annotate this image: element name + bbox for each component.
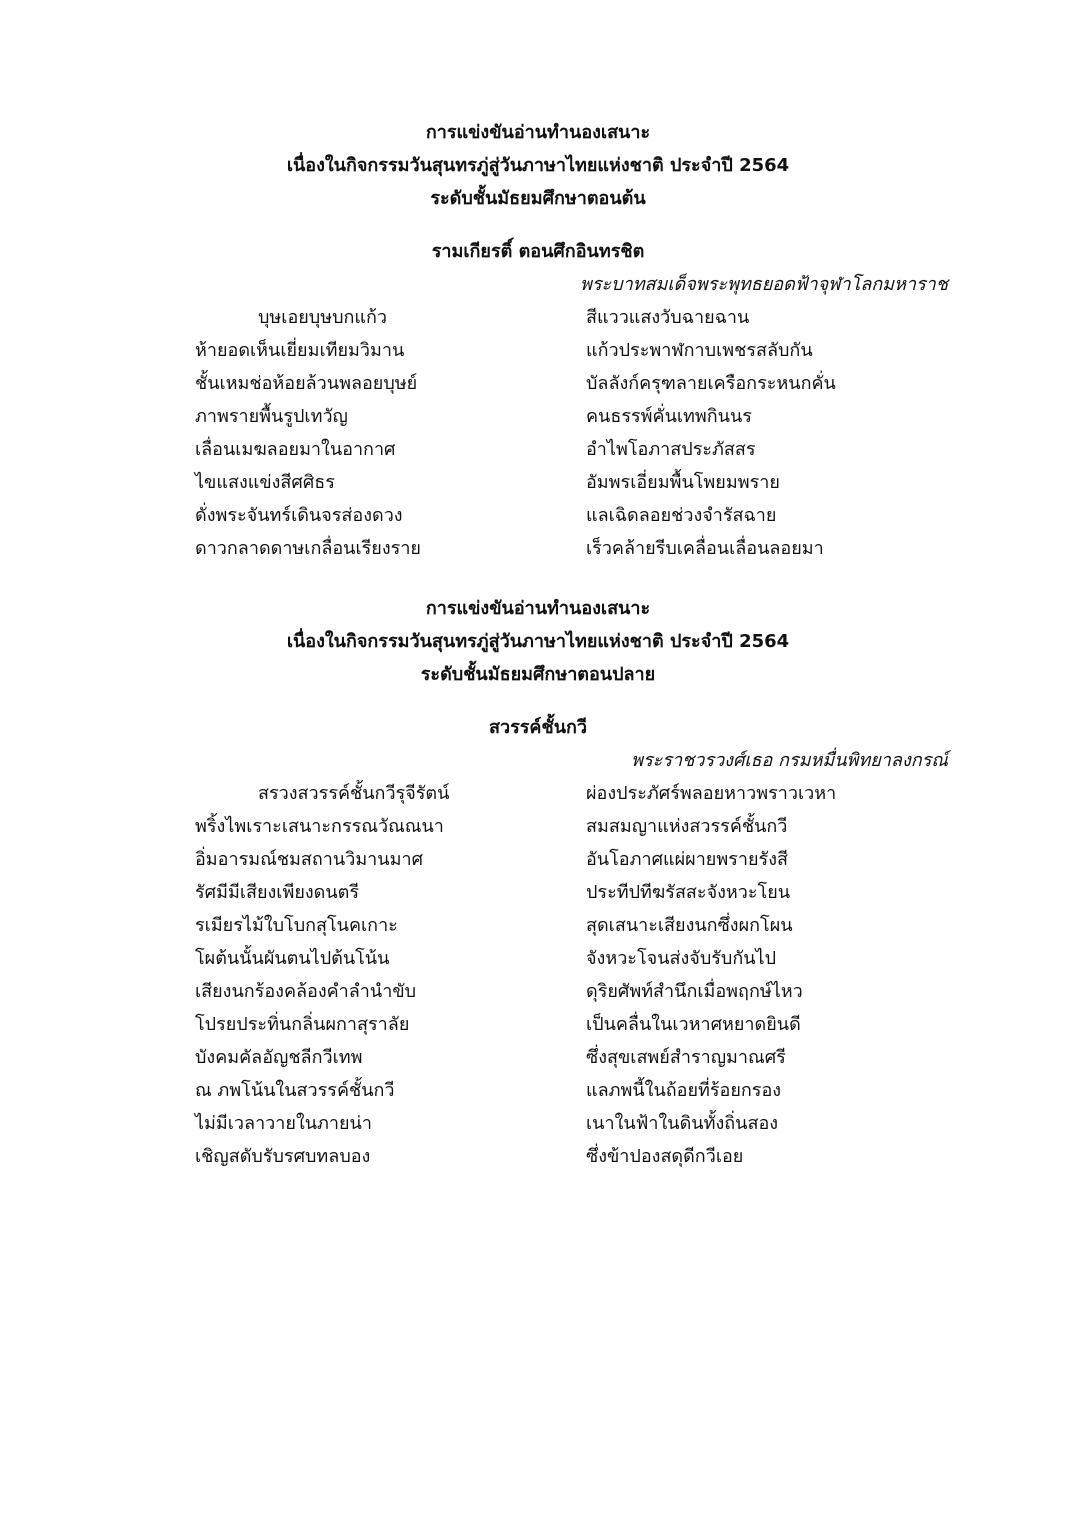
verse-second-half: แลภพนี้ในถ้อยที่ร้อยกรอง [586, 1080, 782, 1101]
verse-second-half: จังหวะโจนส่งจับรับกันไป [586, 948, 777, 969]
section-senior [0, 592, 1076, 1173]
verse-second-half: อำไพโอภาสประภัสสร [586, 439, 756, 460]
verse-first-half: เสียงนกร้องคล้องคำลำนำขับ [195, 981, 417, 1002]
heading-line: ระดับชั้นมัธยมศึกษาตอนปลาย [420, 664, 656, 685]
verse-second-half: เป็นคลื่นในเวหาศหยาดยินดี [586, 1014, 801, 1035]
verse-first-half: ชั้นเหมช่อห้อยล้วนพลอยบุษย์ [195, 373, 418, 394]
verse-row [0, 909, 1076, 942]
author-text: พระราชวรวงศ์เธอ กรมหมื่นพิทยาลงกรณ์ [631, 750, 948, 771]
verse-second-half: สมสมญาแห่งสวรรค์ชั้นกวี [586, 816, 788, 837]
verse-row [0, 777, 1076, 810]
verse-second-half: ซึ่งข้าปองสดุดีกวีเอย [586, 1146, 744, 1167]
heading-line: เนื่องในกิจกรรมวันสุนทรภู่สู่วันภาษาไทยแห่งชาติ ประจำปี 2564 [286, 631, 790, 652]
verse-second-half: อันโอภาศแผ่ผายพรายรังสี [586, 849, 788, 870]
verse-first-half: โปรยประทิ่นกลิ่นผกาสุราลัย [195, 1014, 410, 1035]
verse-second-half: ผ่องประภัศร์พลอยหาวพราวเวหา [586, 783, 837, 804]
verse-first-half: เลื่อนเมฆลอยมาในอากาศ [195, 439, 396, 460]
verse-second-half: ดุริยศัพท์สำนึกเมื่อพฤกษ์ไหว [586, 981, 803, 1002]
verse-row [0, 942, 1076, 975]
poem-title: รามเกียรติ์ ตอนศึกอินทรชิต [431, 241, 645, 262]
verse-row [0, 843, 1076, 876]
verse-row [0, 301, 1076, 334]
verse-second-half: ซึ่งสุขเสพย์สำราญมาณศรี [586, 1047, 786, 1068]
author-text: พระบาทสมเด็จพระพุทธยอดฟ้าจุฬาโลกมหาราช [579, 274, 948, 295]
verse-row [0, 810, 1076, 843]
verse-first-half: ไขแสงแข่งสีศศิธร [195, 472, 335, 493]
verse-row [0, 876, 1076, 909]
verse-row [0, 367, 1076, 400]
verse-second-half: คนธรรพ์คั่นเทพกินนร [586, 406, 752, 427]
verse-first-half: ณ ภพโน้นในสวรรค์ชั้นกวี [195, 1080, 395, 1101]
verse-second-half: สุดเสนาะเสียงนกซึ่งผกโผน [586, 915, 793, 936]
verse-first-half: โผต้นนั้นผันตนไปต้นโน้น [195, 948, 390, 969]
heading-line: เนื่องในกิจกรรมวันสุนทรภู่สู่วันภาษาไทยแห่งชาติ ประจำปี 2564 [286, 155, 790, 176]
verse-row [0, 1074, 1076, 1107]
verse-row [0, 433, 1076, 466]
verse-first-half: ดาวกลาดดาษเกลื่อนเรียงราย [195, 538, 421, 559]
section-junior [0, 116, 1076, 565]
verse-row [0, 1107, 1076, 1140]
verse-first-half: ภาพรายพื้นรูปเทวัญ [195, 406, 348, 427]
verse-second-half: สีแววแสงวับฉายฉาน [586, 307, 750, 328]
poem-title: สวรรค์ชั้นกวี [489, 717, 587, 738]
heading-line: การแข่งขันอ่านทำนองเสนาะ [425, 122, 651, 143]
verse-first-half: พริ้งไพเราะเสนาะกรรณวัณณนา [195, 816, 444, 837]
verse-second-half: เร็วคล้ายรีบเคลื่อนเลื่อนลอยมา [586, 538, 824, 559]
verse-row [0, 532, 1076, 565]
verse-first-half: รัศมีมีเสียงเพียงดนตรี [195, 882, 360, 903]
verse-first-half: อิ่มอารมณ์ชมสถานวิมานมาศ [195, 849, 423, 870]
verse-row [0, 400, 1076, 433]
verse-first-half: ห้ายอดเห็นเยี่ยมเทียมวิมาน [195, 340, 405, 361]
verse-first-half: บุษเอยบุษบกแก้ว [258, 307, 388, 328]
verse-row [0, 1140, 1076, 1173]
heading-line: การแข่งขันอ่านทำนองเสนาะ [425, 598, 651, 619]
verse-second-half: แลเฉิดลอยช่วงจำรัสฉาย [586, 505, 777, 526]
poem-author [0, 744, 1076, 777]
verse-row [0, 334, 1076, 367]
verse-first-half: รเมียรไม้ใบโบกสุโนคเกาะ [195, 915, 398, 936]
verse-second-half: เนาในฟ้าในดินทั้งถิ่นสอง [586, 1113, 779, 1134]
heading-line: ระดับชั้นมัธยมศึกษาตอนต้น [430, 188, 646, 209]
verse-first-half: เชิญสดับรับรศบทลบอง [195, 1146, 371, 1167]
verse-row [0, 1008, 1076, 1041]
poem-author [0, 268, 1076, 301]
verse-row [0, 499, 1076, 532]
verse-row [0, 975, 1076, 1008]
verse-second-half: ประทีปทีฆรัสสะจังหวะโยน [586, 882, 791, 903]
verse-first-half: สรวงสวรรค์ชั้นกวีรุจีรัตน์ [258, 783, 450, 804]
verse-second-half: อัมพรเอี่ยมพื้นโพยมพราย [586, 472, 780, 493]
verse-first-half: ไม่มีเวลาวายในภายน่า [195, 1113, 372, 1134]
verse-second-half: บัลลังก์ครุฑลายเครือกระหนกคั่น [586, 373, 836, 394]
verse-first-half: บังคมคัลอัญชลีกวีเทพ [195, 1047, 363, 1068]
verse-row [0, 466, 1076, 499]
verse-second-half: แก้วประพาฬกาบเพชรสลับกัน [586, 340, 813, 361]
verse-row [0, 1041, 1076, 1074]
verse-first-half: ดั่งพระจันทร์เดินจรส่องดวง [195, 505, 403, 526]
